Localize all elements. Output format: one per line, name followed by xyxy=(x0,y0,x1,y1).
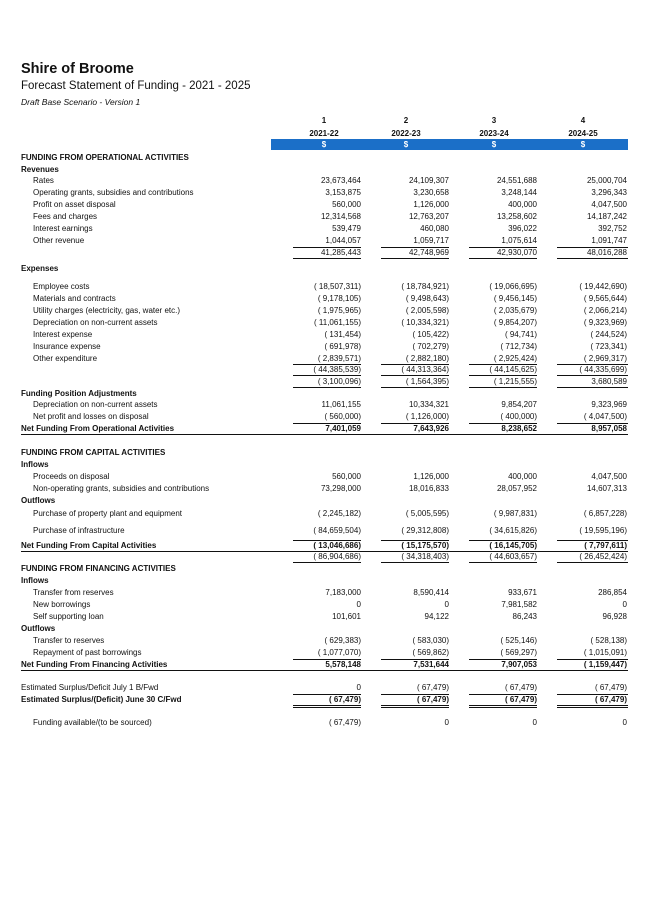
table-row xyxy=(21,495,628,506)
table-row xyxy=(21,164,628,175)
table-row xyxy=(21,388,628,399)
row-value: 400,000 xyxy=(508,472,537,481)
row-value: ( 702,279) xyxy=(412,342,449,351)
row-value: ( 67,479) xyxy=(416,683,449,692)
row-value: 460,080 xyxy=(420,224,449,233)
row-value: ( 67,479) xyxy=(328,695,361,704)
column-header-2 xyxy=(373,115,439,139)
row-value: 9,323,969 xyxy=(591,400,627,409)
row-label: Net profit and losses on disposal xyxy=(33,412,149,421)
column-header-4 xyxy=(550,115,616,139)
row-value: 25,000,704 xyxy=(586,176,627,185)
table-row xyxy=(21,329,628,340)
row-value: ( 44,603,657) xyxy=(489,552,537,561)
currency-label: $ xyxy=(321,140,327,149)
row-value: ( 244,524) xyxy=(590,330,627,339)
row-value: 48,016,288 xyxy=(586,248,627,257)
table-rule xyxy=(557,562,628,563)
row-label: Utility charges (electricity, gas, water etc.) xyxy=(33,306,181,315)
row-value: 400,000 xyxy=(508,200,537,209)
row-value: ( 19,595,196) xyxy=(579,526,627,535)
table-row xyxy=(21,376,628,387)
table-rule xyxy=(469,707,537,708)
row-value: ( 2,035,679) xyxy=(493,306,537,315)
currency-header-bar xyxy=(271,139,628,150)
row-value: ( 131,454) xyxy=(324,330,361,339)
table-rule xyxy=(293,707,361,708)
table-row xyxy=(21,152,628,163)
table-row xyxy=(21,447,628,458)
section-total-rule xyxy=(21,551,628,552)
row-value: ( 400,000) xyxy=(500,412,537,421)
row-value: ( 67,479) xyxy=(416,695,449,704)
row-label: Profit on asset disposal xyxy=(33,200,116,209)
table-row xyxy=(21,508,628,519)
row-value: 3,248,144 xyxy=(501,188,537,197)
row-value: 0 xyxy=(356,683,361,692)
column-number: 3 xyxy=(491,116,497,125)
table-rule xyxy=(293,258,361,259)
table-row xyxy=(21,540,628,551)
row-label: FUNDING FROM FINANCING ACTIVITIES xyxy=(21,564,176,573)
table-rule xyxy=(293,659,361,660)
row-value: ( 9,565,644) xyxy=(583,294,627,303)
row-value: 5,578,148 xyxy=(325,660,361,669)
table-rule xyxy=(469,562,537,563)
row-value: ( 16,145,705) xyxy=(489,541,537,550)
row-value: 0 xyxy=(444,600,449,609)
row-label: FUNDING FROM OPERATIONAL ACTIVITIES xyxy=(21,153,189,162)
row-value: ( 691,978) xyxy=(324,342,361,351)
row-label: Other revenue xyxy=(33,236,85,245)
row-value: ( 11,061,155) xyxy=(314,318,361,327)
table-row xyxy=(21,587,628,598)
row-label: Estimated Surplus/Deficit July 1 B/Fwd xyxy=(21,683,159,692)
row-value: 539,479 xyxy=(332,224,361,233)
row-value: 7,643,926 xyxy=(413,424,449,433)
row-value: 42,748,969 xyxy=(408,248,449,257)
row-value: ( 9,498,643) xyxy=(405,294,449,303)
row-label: Fees and charges xyxy=(33,212,98,221)
row-label: Repayment of past borrowings xyxy=(33,648,142,657)
table-row xyxy=(21,563,628,574)
row-value: 14,187,242 xyxy=(586,212,627,221)
row-value: ( 44,313,364) xyxy=(401,365,449,374)
row-value: ( 105,422) xyxy=(412,330,449,339)
row-value: ( 2,839,571) xyxy=(317,354,361,363)
row-value: ( 4,047,500) xyxy=(583,412,627,421)
column-header-1 xyxy=(291,115,357,139)
table-rule xyxy=(381,540,449,541)
table-row xyxy=(21,305,628,316)
currency-label: $ xyxy=(491,140,497,149)
table-rule xyxy=(293,364,361,365)
row-value: 0 xyxy=(356,600,361,609)
row-label: Depreciation on non-current assets xyxy=(33,318,158,327)
table-row xyxy=(21,599,628,610)
scenario-label: Draft Base Scenario - Version 1 xyxy=(21,97,141,107)
row-value: ( 5,005,595) xyxy=(405,509,449,518)
row-value: ( 34,615,826) xyxy=(489,526,537,535)
row-value: ( 712,734) xyxy=(500,342,537,351)
row-value: 12,314,568 xyxy=(320,212,361,221)
row-value: ( 86,904,686) xyxy=(313,552,361,561)
row-value: 392,752 xyxy=(598,224,627,233)
row-value: 101,601 xyxy=(332,612,361,621)
row-value: ( 9,854,207) xyxy=(493,318,537,327)
row-label: Materials and contracts xyxy=(33,294,116,303)
row-value: ( 44,335,699) xyxy=(579,365,627,374)
row-value: ( 44,145,625) xyxy=(489,365,537,374)
funding-available-row xyxy=(21,717,628,728)
row-value: ( 560,000) xyxy=(324,412,361,421)
row-label: Outflows xyxy=(21,624,56,633)
table-rule xyxy=(557,375,628,376)
row-label: Estimated Surplus/(Deficit) June 30 C/Fwd xyxy=(21,695,182,704)
row-value: ( 67,479) xyxy=(594,695,627,704)
table-rule xyxy=(381,562,449,563)
table-row xyxy=(21,635,628,646)
row-value: ( 525,146) xyxy=(500,636,537,645)
row-value: ( 67,479) xyxy=(504,695,537,704)
row-value: ( 2,969,317) xyxy=(583,354,627,363)
table-rule xyxy=(381,705,449,706)
row-value: 10,334,321 xyxy=(408,400,449,409)
table-rule xyxy=(557,364,628,365)
row-label: Purchase of property plant and equipment xyxy=(33,509,182,518)
row-value: 8,238,652 xyxy=(501,424,537,433)
column-number: 1 xyxy=(321,116,327,125)
row-label: Proceeds on disposal xyxy=(33,472,110,481)
row-value: ( 1,126,000) xyxy=(405,412,449,421)
row-value: 8,957,058 xyxy=(591,424,627,433)
row-value: 24,109,307 xyxy=(408,176,449,185)
row-value: ( 2,925,424) xyxy=(493,354,537,363)
row-label: Insurance expense xyxy=(33,342,101,351)
table-rule xyxy=(381,258,449,259)
table-rule xyxy=(381,694,449,695)
table-row xyxy=(21,187,628,198)
currency-label: $ xyxy=(403,140,409,149)
row-value: 13,258,602 xyxy=(496,212,537,221)
column-year: 2023-24 xyxy=(479,129,509,138)
table-row xyxy=(21,235,628,246)
table-row xyxy=(21,659,628,670)
table-row xyxy=(21,575,628,586)
table-row xyxy=(21,423,628,434)
row-value: 7,907,053 xyxy=(501,660,537,669)
row-value: 73,298,000 xyxy=(320,484,361,493)
table-rule xyxy=(557,659,628,660)
table-rule xyxy=(293,705,361,706)
row-value: ( 84,659,504) xyxy=(313,526,361,535)
row-value: ( 2,882,180) xyxy=(405,354,449,363)
table-rule xyxy=(557,387,628,388)
row-label: Rates xyxy=(33,176,54,185)
row-value: ( 2,245,182) xyxy=(317,509,361,518)
table-row xyxy=(21,293,628,304)
table-row xyxy=(21,611,628,622)
row-label: Outflows xyxy=(21,496,56,505)
table-rule xyxy=(557,694,628,695)
row-value: ( 1,077,070) xyxy=(317,648,361,657)
row-value: 7,401,059 xyxy=(325,424,361,433)
row-value: ( 7,797,611) xyxy=(584,541,627,550)
table-rule xyxy=(381,375,449,376)
table-rule xyxy=(381,659,449,660)
row-value: 933,671 xyxy=(508,588,537,597)
table-row xyxy=(21,175,628,186)
table-rule xyxy=(469,364,537,365)
table-row xyxy=(21,623,628,634)
row-value: ( 2,005,598) xyxy=(405,306,449,315)
table-row xyxy=(21,471,628,482)
row-value: 560,000 xyxy=(332,472,361,481)
row-value: ( 18,507,311) xyxy=(314,282,361,291)
row-value: ( 1,015,091) xyxy=(583,648,627,657)
row-value: ( 6,857,228) xyxy=(583,509,627,518)
row-value: ( 67,479) xyxy=(594,683,627,692)
table-rule xyxy=(469,659,537,660)
table-row xyxy=(21,399,628,410)
table-row xyxy=(21,281,628,292)
row-label: Transfer to reserves xyxy=(33,636,105,645)
column-number: 4 xyxy=(580,116,586,125)
row-value: 24,551,688 xyxy=(496,176,537,185)
table-row xyxy=(21,483,628,494)
row-value: 8,590,414 xyxy=(413,588,449,597)
row-value: ( 569,862) xyxy=(412,648,449,657)
row-value: 396,022 xyxy=(508,224,537,233)
currency-label: $ xyxy=(580,140,586,149)
row-value: 4,047,500 xyxy=(591,472,627,481)
row-value: 560,000 xyxy=(332,200,361,209)
row-value: ( 13,046,686) xyxy=(313,541,361,550)
row-value: 23,673,464 xyxy=(320,176,361,185)
table-rule xyxy=(293,247,361,248)
table-rule xyxy=(293,694,361,695)
row-value: 86,243 xyxy=(512,612,537,621)
row-value: 7,183,000 xyxy=(325,588,361,597)
row-value: 3,230,658 xyxy=(413,188,449,197)
table-row xyxy=(21,247,628,258)
row-label: Funding available/(to be sourced) xyxy=(33,718,152,727)
row-value: ( 9,456,145) xyxy=(493,294,537,303)
row-label: Interest earnings xyxy=(33,224,93,233)
row-value: ( 1,159,447) xyxy=(583,660,627,669)
row-value: 12,763,207 xyxy=(408,212,449,221)
row-label: Operating grants, subsidies and contributions xyxy=(33,188,194,197)
row-value: 3,153,875 xyxy=(325,188,361,197)
row-value: 94,122 xyxy=(424,612,449,621)
row-label: Funding Position Adjustments xyxy=(21,389,137,398)
row-value: ( 15,175,570) xyxy=(401,541,449,550)
column-number: 2 xyxy=(403,116,409,125)
page-subtitle: Forecast Statement of Funding - 2021 - 2025 xyxy=(21,80,251,92)
table-rule xyxy=(469,247,537,248)
row-label: Net Funding From Financing Activities xyxy=(21,660,168,669)
table-rule xyxy=(293,540,361,541)
row-value: ( 2,066,214) xyxy=(583,306,627,315)
table-row xyxy=(21,647,628,658)
page-title: Shire of Broome xyxy=(21,61,134,77)
table-rule xyxy=(293,423,361,424)
row-value: ( 629,383) xyxy=(324,636,361,645)
table-rule xyxy=(469,423,537,424)
row-value: ( 44,385,539) xyxy=(313,365,361,374)
column-year: 2024-25 xyxy=(568,129,598,138)
row-value: ( 9,987,831) xyxy=(493,509,537,518)
row-value: 11,061,155 xyxy=(321,400,361,409)
row-value: ( 26,452,424) xyxy=(579,552,627,561)
table-row xyxy=(21,211,628,222)
column-year: 2021-22 xyxy=(309,129,339,138)
column-header-3 xyxy=(461,115,527,139)
row-value: 7,981,582 xyxy=(501,600,537,609)
table-rule xyxy=(293,562,361,563)
table-row xyxy=(21,525,628,536)
table-rule xyxy=(469,540,537,541)
row-label: Depreciation on non-current assets xyxy=(33,400,158,409)
table-rule xyxy=(469,387,537,388)
table-row xyxy=(21,353,628,364)
section-total-rule xyxy=(21,670,628,671)
row-value: ( 19,442,690) xyxy=(579,282,627,291)
row-value: 0 xyxy=(444,718,449,727)
table-rule xyxy=(557,705,628,706)
row-value: 0 xyxy=(622,600,627,609)
table-rule xyxy=(557,247,628,248)
table-row xyxy=(21,459,628,470)
column-year: 2022-23 xyxy=(391,129,421,138)
row-value: ( 1,215,555) xyxy=(493,377,537,386)
row-label: Inflows xyxy=(21,576,49,585)
row-value: 7,531,644 xyxy=(413,660,449,669)
row-value: 0 xyxy=(622,718,627,727)
row-label: Other expenditure xyxy=(33,354,98,363)
table-rule xyxy=(381,707,449,708)
table-row xyxy=(21,199,628,210)
table-row xyxy=(21,263,628,274)
row-value: ( 18,784,921) xyxy=(401,282,449,291)
row-value: ( 569,297) xyxy=(500,648,537,657)
row-label: Transfer from reserves xyxy=(33,588,114,597)
row-value: 41,285,443 xyxy=(320,248,361,257)
row-value: ( 34,318,403) xyxy=(401,552,449,561)
row-label: Self supporting loan xyxy=(33,612,104,621)
row-value: ( 1,975,965) xyxy=(317,306,361,315)
row-label: Net Funding From Operational Activities xyxy=(21,424,175,433)
row-value: 1,126,000 xyxy=(413,472,449,481)
row-label: Revenues xyxy=(21,165,59,174)
row-value: ( 29,312,808) xyxy=(401,526,449,535)
row-value: ( 19,066,695) xyxy=(489,282,537,291)
table-row xyxy=(21,694,628,705)
table-rule xyxy=(469,258,537,259)
table-rule xyxy=(557,540,628,541)
table-rule xyxy=(381,247,449,248)
row-value: 4,047,500 xyxy=(591,200,627,209)
row-value: 18,016,833 xyxy=(408,484,449,493)
table-row xyxy=(21,682,628,693)
table-rule xyxy=(469,694,537,695)
row-label: FUNDING FROM CAPITAL ACTIVITIES xyxy=(21,448,166,457)
table-row xyxy=(21,341,628,352)
row-value: 0 xyxy=(532,718,537,727)
row-value: 14,607,313 xyxy=(586,484,627,493)
table-rule xyxy=(381,423,449,424)
table-rule xyxy=(381,364,449,365)
table-rule xyxy=(469,375,537,376)
row-value: 286,854 xyxy=(598,588,627,597)
table-row xyxy=(21,411,628,422)
row-label: Interest expense xyxy=(33,330,93,339)
row-label: Net Funding From Capital Activities xyxy=(21,541,157,550)
row-value: ( 67,479) xyxy=(504,683,537,692)
table-row xyxy=(21,223,628,234)
table-rule xyxy=(557,423,628,424)
row-value: ( 3,100,096) xyxy=(317,377,361,386)
row-value: 42,930,070 xyxy=(496,248,537,257)
row-value: ( 723,341) xyxy=(590,342,627,351)
row-value: 1,059,717 xyxy=(413,236,449,245)
row-value: 3,296,343 xyxy=(591,188,627,197)
row-label: Purchase of infrastructure xyxy=(33,526,125,535)
row-value: 9,854,207 xyxy=(501,400,537,409)
row-value: ( 583,030) xyxy=(412,636,449,645)
row-value: 1,091,747 xyxy=(591,236,627,245)
row-value: ( 9,178,105) xyxy=(317,294,361,303)
row-label: New borrowings xyxy=(33,600,91,609)
row-label: Non-operating grants, subsidies and contributions xyxy=(33,484,210,493)
table-row xyxy=(21,364,628,375)
section-total-rule xyxy=(21,434,628,435)
row-value: ( 67,479) xyxy=(328,718,361,727)
row-value: ( 528,138) xyxy=(590,636,627,645)
row-value: 28,057,952 xyxy=(496,484,537,493)
row-value: 3,680,589 xyxy=(591,377,627,386)
row-value: ( 10,334,321) xyxy=(401,318,449,327)
table-row xyxy=(21,551,628,562)
table-rule xyxy=(293,387,361,388)
row-value: 1,126,000 xyxy=(413,200,449,209)
table-row xyxy=(21,317,628,328)
row-value: ( 9,323,969) xyxy=(583,318,627,327)
table-rule xyxy=(557,258,628,259)
table-rule xyxy=(293,375,361,376)
row-label: Inflows xyxy=(21,460,49,469)
row-value: 96,928 xyxy=(602,612,627,621)
row-label: Employee costs xyxy=(33,282,90,291)
row-value: 1,044,057 xyxy=(325,236,361,245)
table-rule xyxy=(557,707,628,708)
row-value: ( 94,741) xyxy=(504,330,537,339)
table-rule xyxy=(469,705,537,706)
row-value: 1,075,614 xyxy=(501,236,537,245)
row-label: Expenses xyxy=(21,264,59,273)
table-rule xyxy=(381,387,449,388)
row-value: ( 1,564,395) xyxy=(405,377,449,386)
